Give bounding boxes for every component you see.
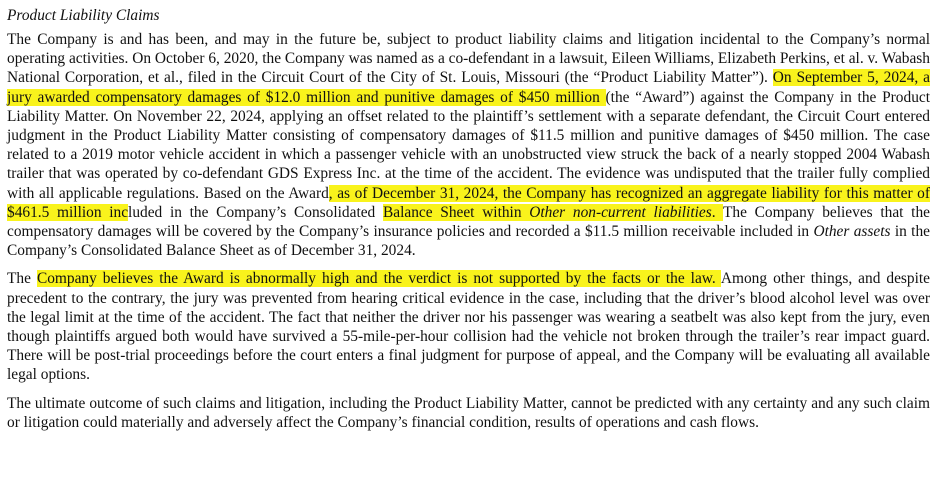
body-text: The ultimate outcome of such claims and litigation, including the Product Liability Matter, cannot be predicted with any certainty and any such claim or litigation could materially and adversely affect the Company’s financial condition, results of operations and cash flows. [7,394,930,431]
body-text: The Company is and has been, and may in the future be, subject to product liability claims and litigation incidental to the Company’s normal operating activities. On October 6, 2020, the Company was named as a co-defendant in a lawsuit, Eileen Williams, Elizabeth Perkins, et al. v. Wabash National Corporation, et al., filed in the Circuit Court of the City of St. Louis, Missouri (the “Product Liability Matter”). [7,31,930,87]
highlighted-text: . [711,203,723,221]
body-text: Other assets [813,223,891,241]
body-text: (the “Award”) against the Company in the Product Liability Matter. On November 22, 2024, applying an offset related to the plaintiff’s settlement with a separate defendant, the Circuit Court entered judgment in the Product Liability Matter consisting of compensatory damages of $11.5 million and punitive damages of $450 million. The case related to a 2019 motor vehicle accident in which a passenger vehicle with an unobstructed view struck the back of a nearly stopped 2004 Wabash trailer that was operated by co-defendant GDS Express Inc. at the time of the accident. The evidence was undisputed that the trailer fully complied with all applicable regulations. Based on the Award [7,88,930,202]
highlighted-text: , as of December 31, 2024, the Company has recognized an aggregate liability for this matter of $461.5 million inc [7,184,931,221]
body-text: The [7,270,37,288]
highlighted-text: Balance Sheet within [382,203,530,221]
body-text: in the Company’s Consolidated Balance Sheet as of December 31, 2024. [7,223,930,260]
highlighted-text: On September 5, 2024, a jury awarded compensatory damages of $12.0 million and punitive damages of $450 million [7,69,930,106]
body-text: The Company believes that the compensatory damages will be covered by the Company’s insurance policies and recorded a $11.5 million receivable included in [7,203,930,241]
body-text: Among other things, and despite precedent to the contrary, the jury was prevented from hearing critical evidence in the case, including that the driver’s blood alcohol level was over the legal limit at the time of the accident. The fact that neither the driver nor his passenger was wearing a seatbelt was also kept from the jury, even though plaintiffs argued both would have survived a 55-mile-per-hour collision had the vehicle not broken through the trailer’s rear impact guard. There will be post-trial proceedings before the court enters a final judgment for purpose of appeal, and the Company will be evaluating all available legal options. [7,270,930,384]
body-text: luded in the Company’s Consolidated [128,203,383,221]
highlighted-text: Company believes the Award is abnormally high and the verdict is not supported by the facts or the law. [36,270,721,288]
paragraph-2 [7,269,930,384]
paragraph-3 [7,394,930,432]
highlighted-text: Other non-current liabilities [529,203,712,221]
paragraph-1 [7,30,930,260]
section-heading: Product Liability Claims [7,7,160,24]
